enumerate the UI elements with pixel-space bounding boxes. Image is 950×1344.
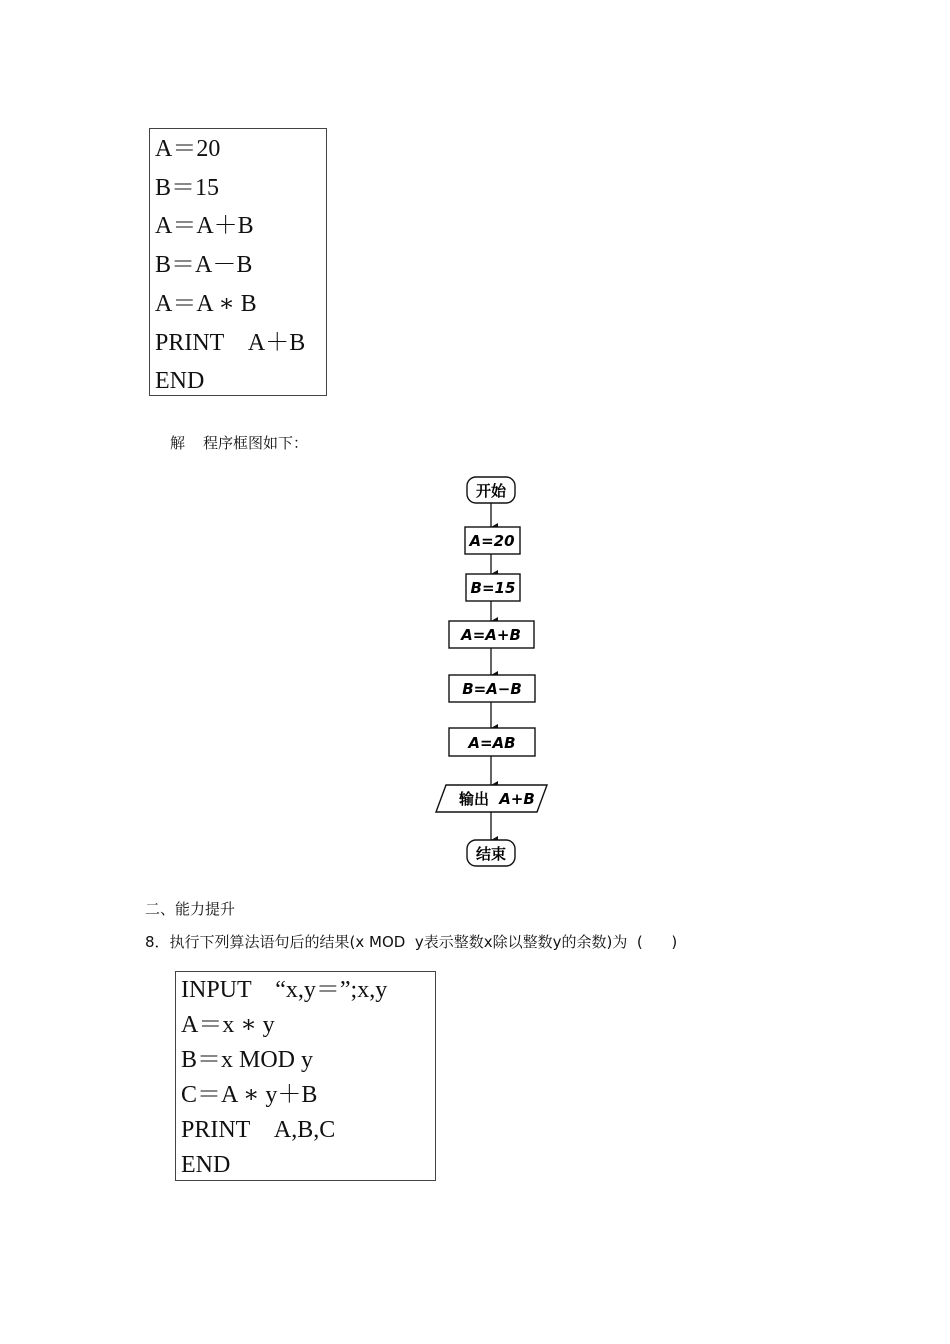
code-line: A＝x ∗ y [181,1012,275,1038]
flow-step-label: B=A−B [462,680,522,698]
question-8-text: 8．执行下列算法语句后的结果(x MOD y表示整数x除以整数y的余数)为 ( ) [145,933,678,951]
flow-step-label: B=15 [470,579,516,597]
program-box-1 [149,128,327,396]
code-line: END [155,368,205,394]
flow-step-label: A=20 [469,532,515,550]
code-line: A＝A ∗ B [155,291,257,317]
flow-output-expr: A+B [499,790,535,808]
code-line: A＝A＋B [155,213,254,239]
code-line: PRINT A＋B [155,330,306,356]
code-line: INPUT “x,y＝”;x,y [181,977,388,1003]
program-box-2 [175,971,436,1181]
flow-output-prefix: 输出 [458,790,490,808]
flow-step-label: A=AB [468,734,516,752]
code-line: B＝15 [155,175,220,201]
code-line: END [181,1152,231,1178]
flow-step-label: A=A+B [461,626,521,644]
flow-end-label: 结束 [475,845,507,863]
code-line: B＝x MOD y [181,1047,314,1073]
solution-label: 解 [170,434,186,452]
code-line: PRINT A,B,C [181,1117,336,1143]
section-heading: 二、能力提升 [145,900,236,918]
flow-start-label: 开始 [475,482,507,500]
flowchart [420,470,570,870]
code-line: C＝A ∗ y＋B [181,1082,318,1108]
code-line: A＝20 [155,136,221,162]
code-line: B＝A－B [155,252,253,278]
solution-text: 程序框图如下： [203,434,309,452]
